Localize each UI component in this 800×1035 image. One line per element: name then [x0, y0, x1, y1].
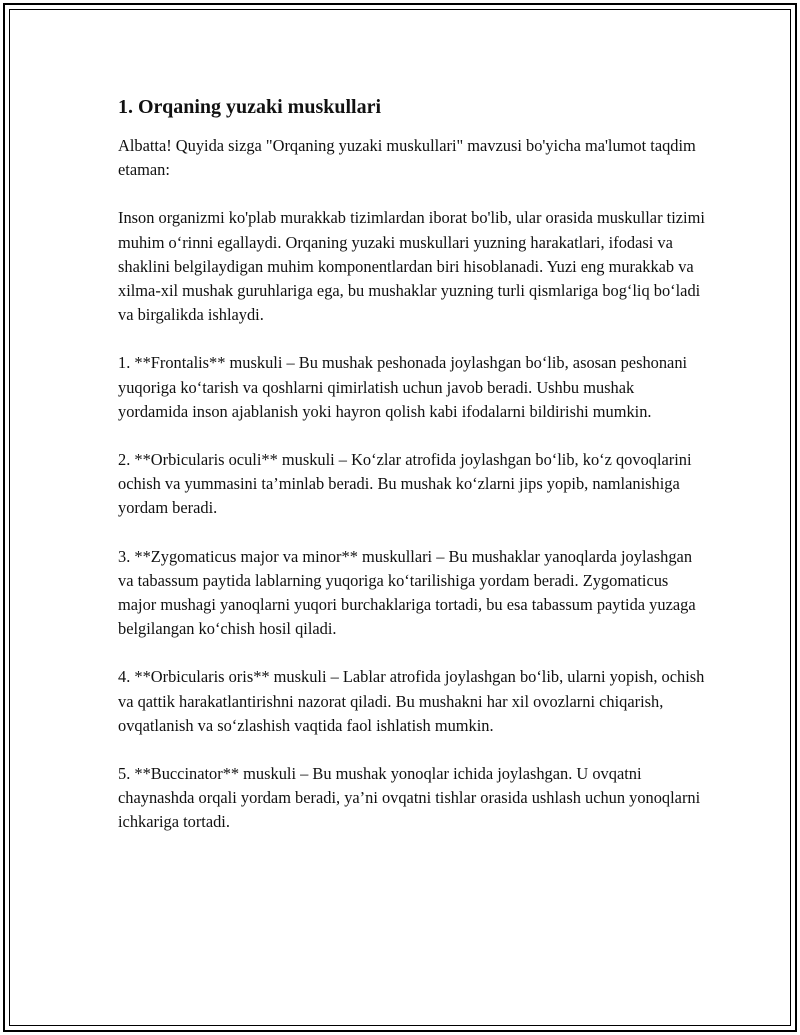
- list-item-frontalis: 1. **Frontalis** muskuli – Bu mushak peshonada joylashgan bo‘lib, asosan peshonani yuqoriga ko‘tarish va qoshlarni qimirlatish uchun javob beradi. Ushbu mushak yordamida inson ajablanish yoki hayron qolish kabi ifodalarni bildirishi mumkin.: [118, 353, 688, 421]
- list-item-buccinator: 5. **Buccinator** muskuli – Bu mushak yonoqlar ichida joylashgan. U ovqatni chaynashda orqali yordam beradi, ya’ni ovqatni tishlar orasida ushlash uchun yonoqlarni ichkariga tortadi.: [118, 764, 701, 832]
- document-body: [118, 94, 708, 859]
- list-item-orbicularis-oculi: 2. **Orbicularis oculi** muskuli – Ko‘zlar atrofida joylashgan bo‘lib, ko‘z qovoqlarini ochish va yummasini ta’minlab beradi. Bu mushak ko‘zlarni jips yopib, namlanishiga yordam beradi.: [118, 450, 692, 518]
- overview-paragraph: Inson organizmi ko'plab murakkab tizimlardan iborat bo'lib, ular orasida muskullar tizimi muhim o‘rinni egallaydi. Orqaning yuzaki muskullari yuzning harakatlari, ifodasi va shaklini belgilaydigan muhim komponentlardan biri hisoblanadi. Yuzi eng murakkab va xilma-xil mushak guruhlariga ega, bu mushaklar yuzning turli qismlariga bog‘liq bo‘ladi va birgalikda ishlaydi.: [118, 208, 705, 325]
- list-item-zygomaticus: 3. **Zygomaticus major va minor** muskullari – Bu mushaklar yanoqlarda joylashgan va tabassum paytida lablarning yuqoriga ko‘tarilishiga yordam beradi. Zygomaticus major mushagi yanoqlarni yuqori burchaklariga tortadi, bu esa tabassum paytida yuzaga belgilangan ko‘chish hosil qiladi.: [118, 546, 696, 639]
- list-item-orbicularis-oris: 4. **Orbicularis oris** muskuli – Lablar atrofida joylashgan bo‘lib, ularni yopish, ochish va qattik harakatlantirishni nazorat qiladi. Bu mushakni har xil ovozlarni chiqarish, ovqatlanish va so‘zlashish vaqtida faol ishlatish mumkin.: [118, 667, 705, 735]
- document-heading: 1. Orqaning yuzaki muskullari: [118, 96, 382, 118]
- intro-paragraph: Albatta! Quyida sizga "Orqaning yuzaki muskullari" mavzusi bo'yicha ma'lumot taqdim etaman:: [118, 136, 696, 180]
